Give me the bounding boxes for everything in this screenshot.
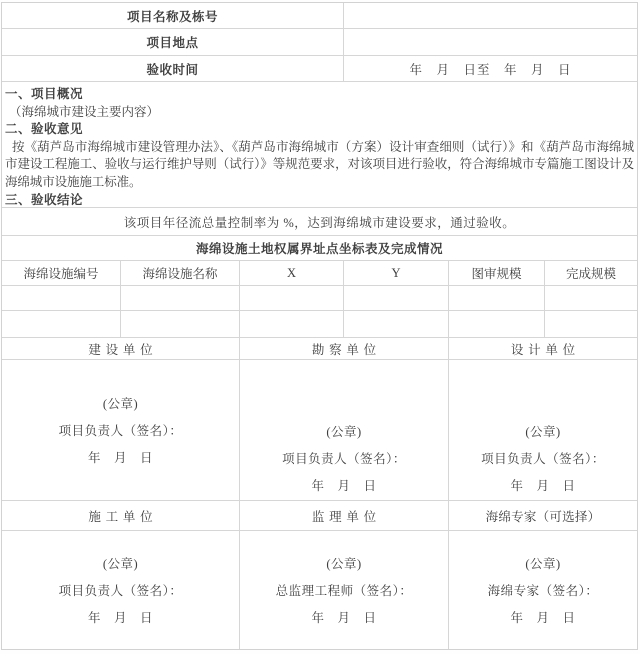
info-label-project-location: 项目地点 (2, 29, 344, 55)
signature-cell-sponge-expert (449, 531, 637, 649)
table-cell (240, 311, 344, 337)
unit-survey: 勘察单位 (311, 342, 381, 357)
table-cell (2, 286, 121, 310)
unit-design: 设计单位 (510, 342, 580, 357)
signer-line: 海绵专家（签名）： (487, 584, 599, 598)
info-row-acceptance-time (2, 56, 637, 82)
signer-line: 总监理工程师（签名）： (275, 584, 413, 598)
unit-supervision: 监理单位 (311, 509, 381, 524)
header-facility-name: 海绵设施名称 (121, 261, 240, 285)
header-coord-y: Y (344, 261, 449, 285)
section-heading-opinion: 二、验收意见 (5, 122, 84, 137)
table-cell (449, 311, 545, 337)
header-facility-number: 海绵设施编号 (2, 261, 121, 285)
date-line: 年 月 日 (87, 451, 153, 465)
conclusion-text: 该项目年径流总量控制率为 %，达到海绵城市建设要求，通过验收。 (123, 215, 516, 230)
date-line: 年 月 日 (510, 479, 576, 493)
coord-table-row (2, 286, 637, 311)
form-table (1, 2, 638, 650)
signer-line: 项目负责人（签名）： (481, 452, 605, 466)
table-cell (344, 286, 449, 310)
table-cell (344, 311, 449, 337)
signature-row-2 (2, 531, 637, 649)
date-line: 年 月 日 (311, 479, 377, 493)
info-value-project-name (344, 3, 637, 28)
unit-contractor: 施工单位 (88, 509, 158, 524)
signer-line: 项目负责人（签名）： (58, 584, 183, 598)
unit-header-row-1 (2, 338, 637, 360)
section-heading-overview: 一、项目概况 (5, 87, 84, 101)
signer-line: 项目负责人（签名）： (282, 452, 406, 466)
info-label-acceptance-time: 验收时间 (2, 56, 344, 81)
opinion-paragraph: 按《葫芦岛市海绵城市建设管理办法》、《葫芦岛市海绵城市（方案）设计审查细则（试行）》和《葫芦岛市海绵城市建设工程施工、验收与运行维护导则（试行）》等规范要求，对该项目进行验收，符合海绵城市专篇施工图设计及海绵城市设施施工标准。 (5, 139, 634, 189)
signature-cell-contractor (2, 531, 240, 649)
table-cell (121, 286, 240, 310)
date-line: 年 月 日 (87, 611, 153, 625)
coord-table-header-row (2, 261, 637, 286)
seal-line: (公章) (525, 425, 561, 439)
seal-line: (公章) (525, 557, 561, 571)
info-row-project-name (2, 3, 637, 29)
signature-cell-design (449, 360, 637, 500)
header-completed-scale: 完成规模 (565, 267, 616, 281)
table-cell (545, 311, 637, 337)
seal-line: (公章) (102, 397, 139, 411)
header-coord-x: X (240, 261, 344, 285)
signature-row-1 (2, 360, 637, 501)
unit-header-row-2 (2, 501, 637, 531)
table-cell (545, 286, 637, 310)
table-cell (240, 286, 344, 310)
coord-table-title: 海绵设施土地权属界址点坐标表及完成情况 (195, 242, 443, 256)
date-line: 年 月 日 (311, 611, 377, 625)
unit-construction: 建设单位 (88, 342, 158, 357)
signature-cell-survey (240, 360, 449, 500)
table-cell (121, 311, 240, 337)
table-cell (2, 311, 121, 337)
unit-sponge-expert: 海绵专家（可选择） (485, 509, 601, 524)
signer-line: 项目负责人（签名）： (58, 424, 183, 438)
info-value-acceptance-time: 年 月 日至 年 月 日 (409, 62, 572, 77)
section-heading-conclusion: 三、验收结论 (5, 192, 84, 207)
date-line: 年 月 日 (510, 611, 576, 625)
signature-cell-supervision (240, 531, 449, 649)
sections-block (2, 82, 637, 208)
info-row-project-location (2, 29, 637, 56)
seal-line: (公章) (102, 557, 139, 571)
section-subnote-overview: （海绵城市建设主要内容） (9, 104, 160, 119)
table-cell (449, 286, 545, 310)
info-label-project-name: 项目名称及栋号 (2, 3, 344, 28)
coord-table-title-row (2, 236, 637, 261)
signature-cell-construction (2, 360, 240, 500)
seal-line: (公章) (326, 557, 362, 571)
seal-line: (公章) (326, 425, 362, 439)
info-value-project-location (344, 29, 637, 55)
header-review-scale: 图审规模 (449, 261, 545, 285)
coord-table-row (2, 311, 637, 338)
conclusion-row (2, 208, 637, 236)
